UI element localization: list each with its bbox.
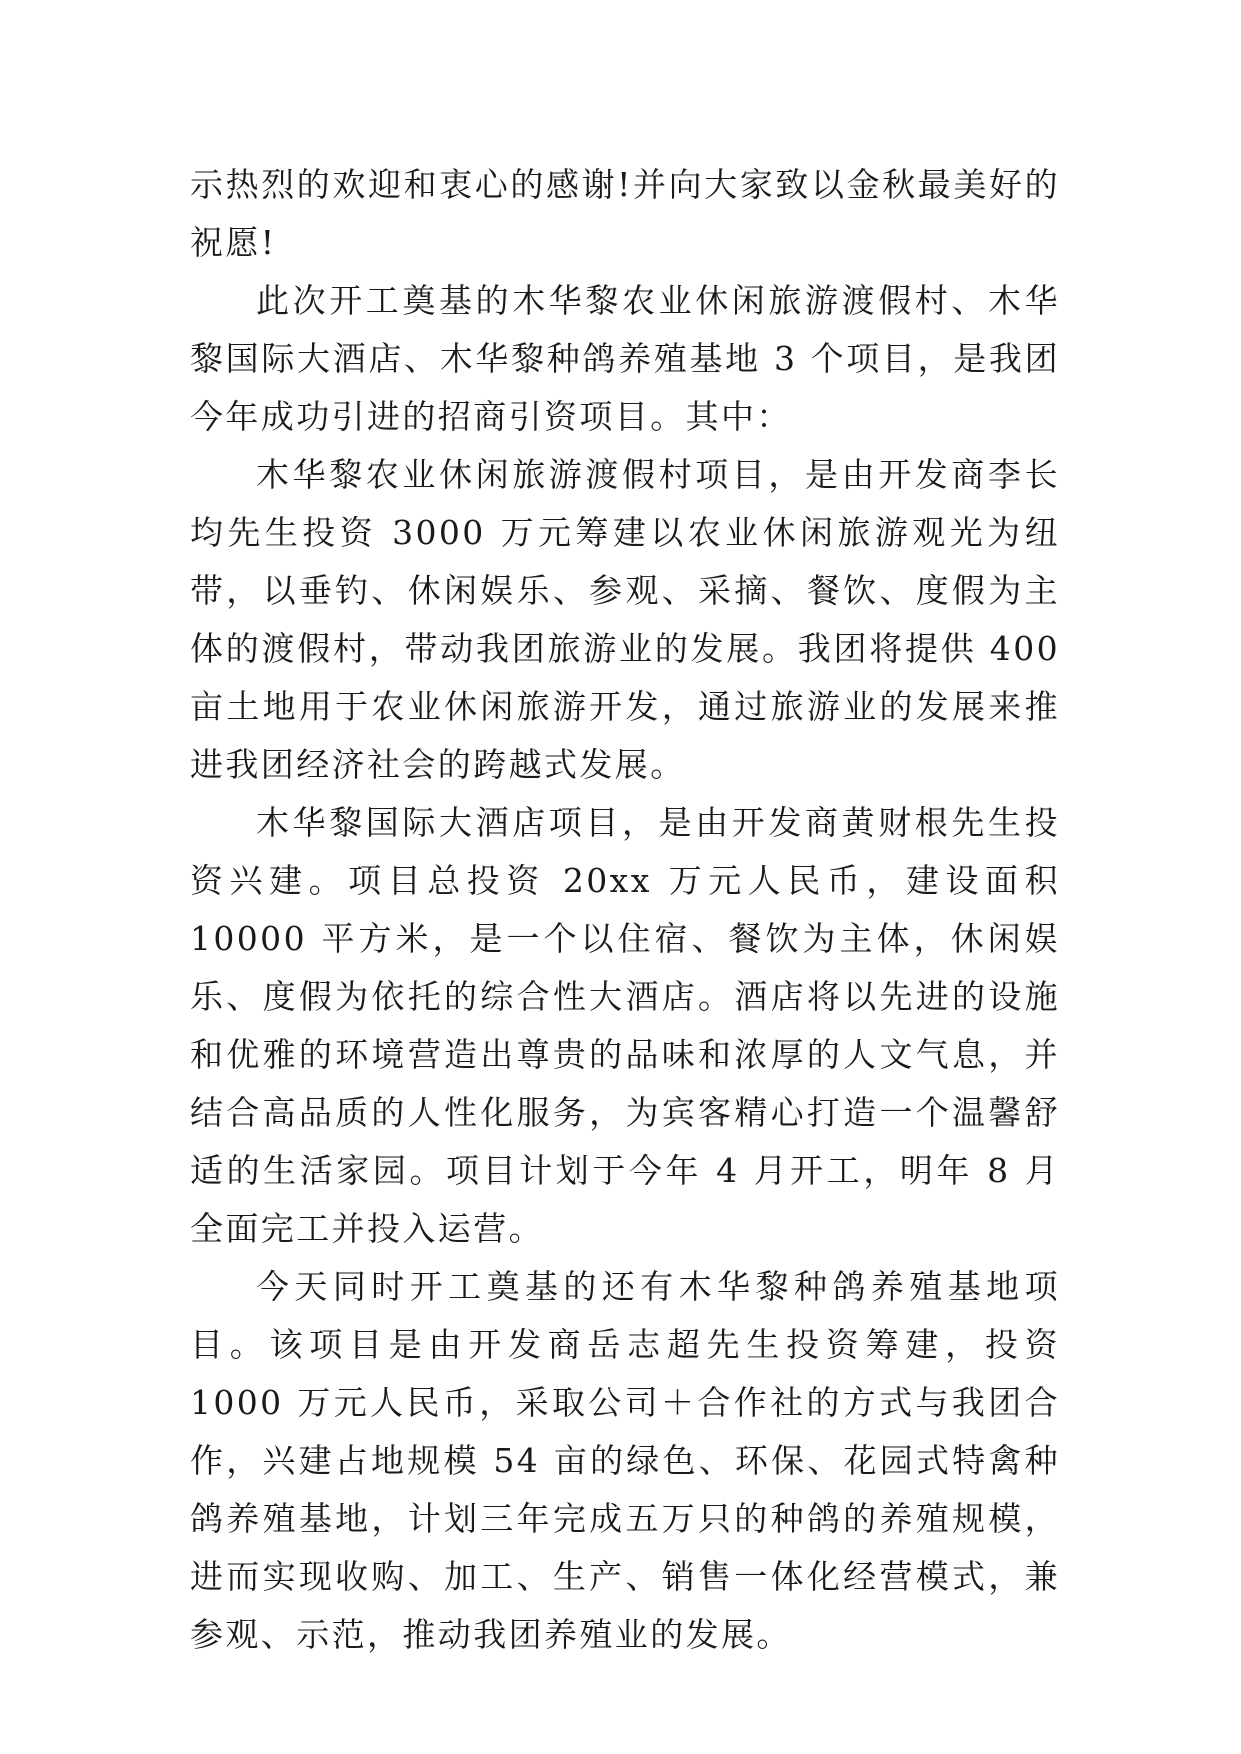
paragraph-projects-intro: 此次开工奠基的木华黎农业休闲旅游渡假村、木华黎国际大酒店、木华黎种鸽养殖基地 3 个项目，是我团今年成功引进的招商引资项目。其中： xyxy=(190,281,1060,436)
paragraph-welcome-closing: 示热烈的欢迎和衷心的感谢!并向大家致以金秋最美好的祝愿! xyxy=(190,165,1060,262)
paragraph-pigeon-project: 今天同时开工奠基的还有木华黎种鸽养殖基地项目。该项目是由开发商岳志超先生投资筹建，投资 1000 万元人民币，采取公司＋合作社的方式与我团合作，兴建占地规模 54 亩的绿色、环保、花园式特禽种鸽养殖基地，计划三年完成五万只的种鸽的养殖规模，进而实现收购、加工、生产、销售一体化经营模式，兼参观、示范，推动我团养殖业的发展。 xyxy=(190,1267,1060,1654)
paragraph-hotel-project: 木华黎国际大酒店项目，是由开发商黄财根先生投资兴建。项目总投资 20xx 万元人民币，建设面积 10000 平方米，是一个以住宿、餐饮为主体，休闲娱乐、度假为依托的综合性大酒店。酒店将以先进的设施和优雅的环境营造出尊贵的品味和浓厚的人文气息，并结合高品质的人性化服务，为宾客精心打造一个温馨舒适的生活家园。项目计划于今年 4 月开工，明年 8 月全面完工并投入运营。 xyxy=(190,803,1060,1248)
document-body xyxy=(190,156,1060,1664)
paragraph-resort-project: 木华黎农业休闲旅游渡假村项目，是由开发商李长均先生投资 3000 万元筹建以农业休闲旅游观光为纽带，以垂钓、休闲娱乐、参观、采摘、餐饮、度假为主体的渡假村，带动我团旅游业的发展。我团将提供 400 亩土地用于农业休闲旅游开发，通过旅游业的发展来推进我团经济社会的跨越式发展。 xyxy=(190,455,1060,784)
